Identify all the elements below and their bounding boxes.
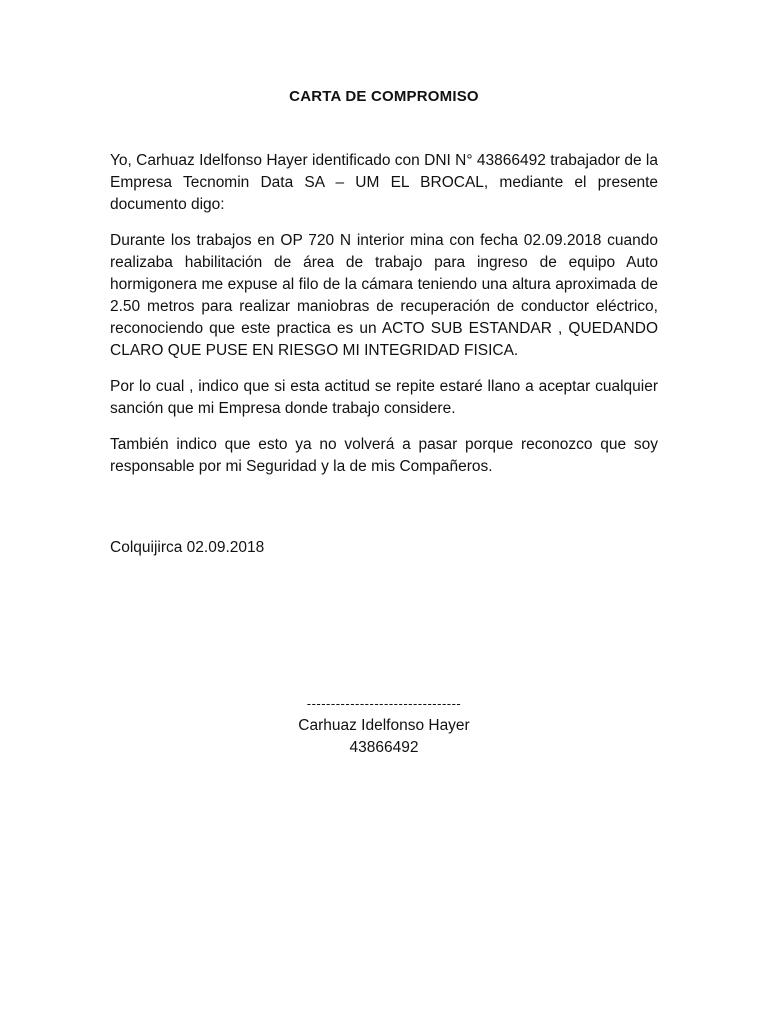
paragraph-incident: Durante los trabajos en OP 720 N interior mina con fecha 02.09.2018 cuando realizaba habilitación de área de trabajo para ingreso de equipo Auto hormigonera me expuse al filo de la cámara teniendo una altura aproximada de 2.50 metros para realizar maniobras de recuperación de conductor eléctrico, reconociendo que este practica es un ACTO SUB ESTANDAR , QUEDANDO CLARO QUE PUSE EN RIESGO MI INTEGRIDAD FISICA.: [110, 232, 658, 359]
signer-name: Carhuaz Idelfonso Hayer: [298, 717, 470, 734]
place-date: Colquijirca 02.09.2018: [110, 539, 265, 556]
document-body: [110, 150, 658, 492]
paragraph-responsibility: También indico que esto ya no volverá a pasar porque reconozco que soy responsable por mi Seguridad y la de mis Compañeros.: [110, 436, 658, 475]
document-title: CARTA DE COMPROMISO: [289, 88, 479, 105]
paragraph-commitment: Por lo cual , indico que si esta actitud se repite estaré llano a aceptar cualquier sanción que mi Empresa donde trabajo considere.: [110, 378, 658, 417]
signer-id: 43866492: [349, 739, 419, 756]
signature-line: --------------------------------: [306, 696, 462, 711]
signature-block: [0, 693, 768, 759]
paragraph-intro: Yo, Carhuaz Idelfonso Hayer identificado con DNI N° 43866492 trabajador de la Empresa Tecnomin Data SA – UM EL BROCAL, mediante el presente documento digo:: [110, 152, 658, 213]
